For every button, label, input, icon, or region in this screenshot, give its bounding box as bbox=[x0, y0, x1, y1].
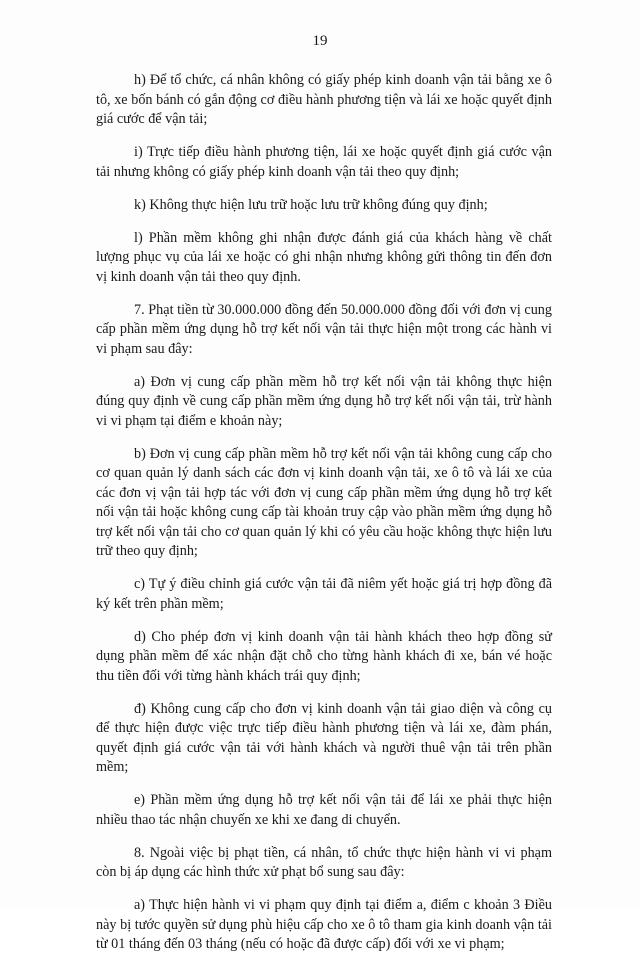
clause-7-point-e: e) Phần mềm ứng dụng hỗ trợ kết nối vận tải để lái xe phải thực hiện nhiều thao tác nhận chuyến xe khi xe đang di chuyển. bbox=[96, 792, 552, 828]
page-number: 19 bbox=[312, 33, 328, 49]
paragraph-l: l) Phần mềm không ghi nhận được đánh giá của khách hàng về chất lượng phục vụ của lái xe hoặc có ghi nhận nhưng không gửi thông tin đến đơn vị kinh doanh vận tải theo quy định. bbox=[96, 229, 552, 285]
clause-7: 7. Phạt tiền từ 30.000.000 đồng đến 50.000.000 đồng đối với đơn vị cung cấp phần mềm ứng dụng hỗ trợ kết nối vận tải thực hiện một trong các hành vi vi phạm sau đây: bbox=[96, 301, 552, 357]
clause-7-point-d: d) Cho phép đơn vị kinh doanh vận tải hành khách theo hợp đồng sử dụng phần mềm để xác nhận đặt chỗ cho từng hành khách đi xe, bán vé hoặc thu tiền đối với từng hành khách trái quy định; bbox=[96, 628, 552, 684]
clause-8: 8. Ngoài việc bị phạt tiền, cá nhân, tổ chức thực hiện hành vi vi phạm còn bị áp dụng các hình thức xử phạt bổ sung sau đây: bbox=[96, 844, 552, 880]
paragraph-i: i) Trực tiếp điều hành phương tiện, lái xe hoặc quyết định giá cước vận tải nhưng không có giấy phép kinh doanh vận tải theo quy định; bbox=[96, 144, 552, 180]
clause-7-point-a: a) Đơn vị cung cấp phần mềm hỗ trợ kết nối vận tải không thực hiện đúng quy định về cung cấp phần mềm ứng dụng hỗ trợ kết nối vận tải, trừ hành vi vi phạm tại điểm e khoản này; bbox=[96, 373, 552, 429]
paragraph-h: h) Để tổ chức, cá nhân không có giấy phép kinh doanh vận tải bằng xe ô tô, xe bốn bánh có gắn động cơ điều hành phương tiện và lái xe hoặc quyết định giá cước để vận tải; bbox=[96, 72, 552, 127]
document-body bbox=[96, 71, 552, 968]
paragraph-k: k) Không thực hiện lưu trữ hoặc lưu trữ không đúng quy định; bbox=[134, 196, 488, 213]
clause-8-point-a: a) Thực hiện hành vi vi phạm quy định tại điểm a, điểm c khoản 3 Điều này bị tước quyền sử dụng phù hiệu cấp cho xe ô tô tham gia kinh doanh vận tải từ 01 tháng đến 03 tháng (nếu có hoặc đã được cấp) đối với xe vi phạm; bbox=[96, 897, 552, 952]
clause-7-point-b: b) Đơn vị cung cấp phần mềm hỗ trợ kết nối vận tải không cung cấp cho cơ quan quản lý danh sách các đơn vị kinh doanh vận tải, xe ô tô và lái xe của các đơn vị vận tải hợp tác với đơn vị cung cấp phần mềm ứng dụng hỗ trợ kết nối vận tải hoặc không cung cấp tài khoản truy cập vào phần mềm ứng dụng hỗ trợ kết nối vận tải cho cơ quan quản lý khi có yêu cầu hoặc không thực hiện lưu trữ theo quy định; bbox=[96, 445, 552, 559]
clause-7-point-c: c) Tự ý điều chỉnh giá cước vận tải đã niêm yết hoặc giá trị hợp đồng đã ký kết trên phần mềm; bbox=[96, 576, 552, 612]
clause-7-point-dd: đ) Không cung cấp cho đơn vị kinh doanh vận tải giao diện và công cụ để thực hiện được việc trực tiếp điều hành phương tiện và lái xe, đàm phán, quyết định giá cước vận tải với hành khách và người thuê vận tải trên phần mềm; bbox=[96, 700, 552, 775]
